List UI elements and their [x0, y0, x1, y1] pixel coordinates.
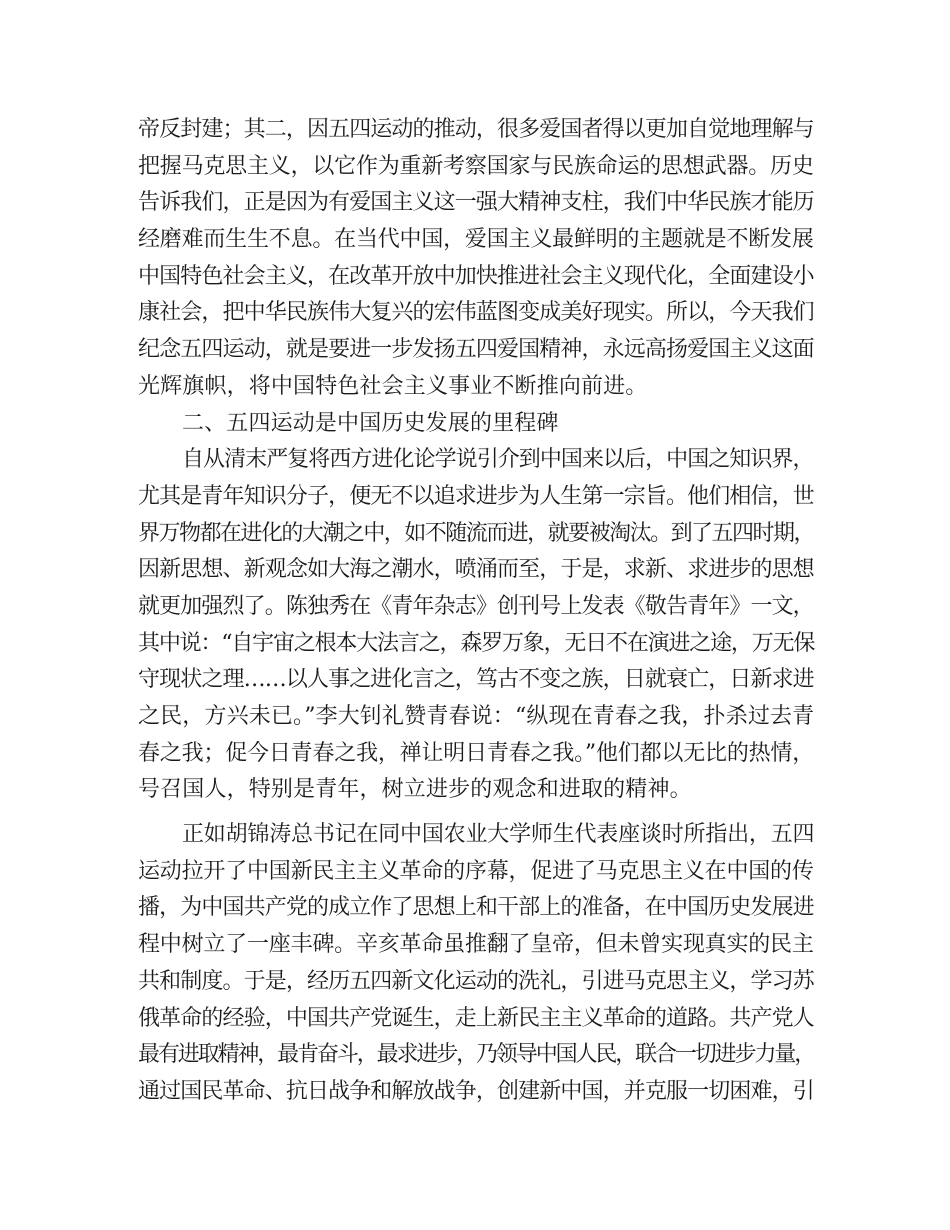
text-line: 共和制度。于是，经历五四新文化运动的洗礼，引进马克思主义，学习苏: [138, 968, 814, 994]
text-line: 纪念五四运动，就是要进一步发扬五四爱国精神，永远高扬爱国主义这面: [138, 337, 814, 363]
paragraph-first-line: 二、五四运动是中国历史发展的里程碑: [182, 410, 559, 436]
paragraph-first-line: 自从清末严复将西方进化论学说引介到中国来以后，中国之知识界，: [182, 447, 814, 473]
text-line: 光辉旗帜，将中国特色社会主义事业不断推向前进。: [138, 373, 648, 399]
text-line: 之民，方兴未已。”李大钊礼赞青春说：“纵现在青春之我，扑杀过去青: [138, 704, 815, 729]
text-line: 其中说：“自宇宙之根本大法言之，森罗万象，无日不在演进之途，万无保: [138, 630, 815, 656]
text-line: 程中树立了一座丰碑。辛亥革命虽推翻了皇帝，但未曾实现真实的民主: [138, 932, 814, 958]
body-text: [138, 112, 814, 1111]
text-line: 告诉我们，正是因为有爱国主义这一强大精神支柱，我们中华民族才能历: [138, 190, 814, 216]
text-line: 中国特色社会主义，在改革开放中加快推进社会主义现代化，全面建设小: [138, 263, 814, 289]
text-line: 号召国人，特别是青年，树立进步的观念和进取的精神。: [138, 777, 692, 803]
text-line: 因新思想、新观念如大海之潮水，喷涌而至，于是，求新、求进步的思想: [138, 557, 814, 583]
paragraph-first-line: 正如胡锦涛总书记在同中国农业大学师生代表座谈时所指出，五四: [182, 822, 815, 848]
text-line: 就更加强烈了。陈独秀在《青年杂志》创刊号上发表《敬告青年》一文，: [138, 593, 814, 619]
text-line: 经磨难而生生不息。在当代中国，爱国主义最鲜明的主题就是不断发展: [138, 227, 814, 253]
text-line: 最有进取精神，最肯奋斗，最求进步，乃领导中国人民，联合一切进步力量，: [138, 1042, 815, 1068]
text-line: 康社会，把中华民族伟大复兴的宏伟蓝图变成美好现实。所以，今天我们: [138, 300, 814, 326]
text-line: 春之我；促今日青春之我，禅让明日青春之我。”他们都以无比的热情，: [138, 740, 815, 766]
text-line: 帝反封建；其二，因五四运动的推动，很多爱国者得以更加自觉地理解与: [138, 117, 814, 142]
text-line: 播，为中国共产党的成立作了思想上和干部上的准备，在中国历史发展进: [138, 895, 814, 921]
text-line: 俄革命的经验，中国共产党诞生，走上新民主主义革命的道路。共产党人: [138, 1005, 814, 1031]
text-line: 尤其是青年知识分子，便无不以追求进步为人生第一宗旨。他们相信，世: [138, 483, 814, 509]
text-line: 通过国民革命、抗日战争和解放战争，创建新中国，并克服一切困难，引: [138, 1078, 814, 1104]
text-line: 把握马克思主义，以它作为重新考察国家与民族命运的思想武器。历史: [138, 153, 814, 179]
text-line: 运动拉开了中国新民主主义革命的序幕，促进了马克思主义在中国的传: [138, 858, 814, 884]
text-line: 界万物都在进化的大潮之中，如不随流而进，就要被淘汰。到了五四时期，: [138, 520, 814, 546]
text-line: 守现状之理……以人事之进化言之，笃古不变之族，日就衰亡，日新求进: [138, 667, 814, 693]
